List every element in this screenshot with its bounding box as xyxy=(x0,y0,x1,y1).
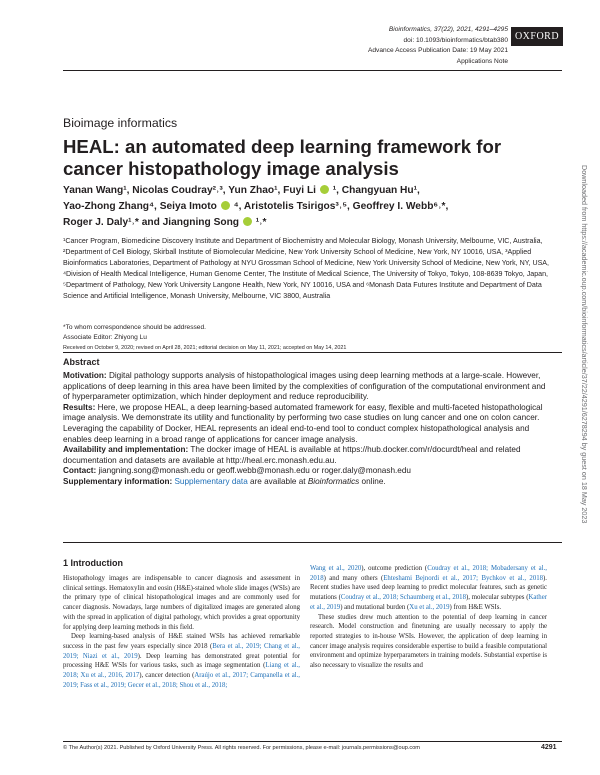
citation-link[interactable]: Coudray et al., 2018; Schaumberg et al., 2018 xyxy=(340,594,466,602)
intro-right-column xyxy=(310,564,547,671)
orcid-icon[interactable] xyxy=(320,185,329,194)
abstract-heading: Abstract xyxy=(63,357,100,367)
citation-link[interactable]: Araújo et al., 2017; Campanella et al., 2019; Fass et al., 2019; Gecer et al., 2018; Shou et al., 2018; xyxy=(63,672,301,689)
citation-link[interactable]: Bera et al., 2019; Chang et al., 2019; Niazi et al., 2019 xyxy=(63,642,300,660)
oxford-logo: OXFORD xyxy=(511,27,563,46)
header-rule xyxy=(63,70,562,71)
journal-citation: Bioinformatics, 37(22), 2021, 4291–4295 xyxy=(388,26,508,33)
footer-rule xyxy=(63,741,562,742)
affiliations: ¹Cancer Program, Biomedicine Discovery Institute and Department of Biochemistry and Molecular Biology, Monash University, Melbourne, VIC, Australia, ²Department of Cell Biology, Skirball Institute of Biomolecular Medicine, New York University School of Medicine, New York, NY 10016, USA, ³Applied Bioinformatics Laboratories, Department of Pathology at NYU Grossman School of Medicine, New York University School of Medicine, New York, NY, USA, ⁴Division of Health Medical Intelligence, Human Genome Center, The Institute of Medical Science, The University of Tokyo, Tokyo, 108-8639 Tokyo, Japan, ⁵Department of Pathology, New York University Langone Health, New York, NY 10016, USA and ⁶Monash Data Futures Institute and Department of Data Science and Artificial Intelligence, Monash University, Melbourne, VIC 3800, Australia xyxy=(63,237,550,300)
authors-line1b: ¹, Changyuan Hu¹, xyxy=(332,185,420,196)
intro-paragraph: Deep learning-based analysis of H&E stained WSIs has achieved remarkable success in the past few years especially since 2018 (Bera et al., 2019; Chang et al., 2019; Niazi et al., 2019). Deep learning has demonstrated great potential for processing H&E WSIs for various tasks, such as image segmentation (Liang et al., 2018; Xu et al., 2016, 2017), cancer detection (Araújo et al., 2017; Campanella et al., 2019; Fass et al., 2019; Gecer et al., 2018; Shou et al., 2018; xyxy=(63,633,301,689)
abstract-motivation: Motivation: Digital pathology supports analysis of histopathological images using deep learning methods at a large-scale. However, applications of deep learning in this area have been limited by the complexities of configuration of the computational environment and of hyperparameter optimization, which hinder deployment and reduce reproducibility. xyxy=(63,371,546,402)
abstract-supplementary: Supplementary information: Supplementary data are available at Bioinformatics online. xyxy=(63,476,386,486)
intro-left-column xyxy=(63,574,300,690)
citation-link[interactable]: Coudray et al., 2018; Mobadersany et al., 2018 xyxy=(310,565,547,582)
abstract-body xyxy=(63,371,550,488)
authors-line3a: Roger J. Daly¹˒* and Jiangning Song xyxy=(63,217,240,228)
intro-paragraph: Histopathology images are indispensable to cancer diagnosis and assessment in clinical settings. Hematoxylin and eosin (H&E)-stained whole slide images (WSIs) are the primary type of clinical histopathological images and are commonly used for cancer diagnosis. Nowadays, large numbers of digitalized images are generated along with the spread in application of digital pathology, which provides a great opportunity for applying deep learning methods in this field. xyxy=(63,575,300,631)
correspondence-note: *To whom correspondence should be addressed. xyxy=(63,324,206,331)
supplementary-link[interactable]: Supplementary data xyxy=(174,476,248,486)
citation-link[interactable]: Wang et al., 2020 xyxy=(310,565,362,572)
orcid-icon[interactable] xyxy=(221,201,230,210)
authors-line2a: Yao-Zhong Zhang⁴, Seiya Imoto xyxy=(63,201,217,212)
abstract-rule xyxy=(63,542,562,543)
intro-paragraph: These studies drew much attention to the potential of deep learning in cancer research. Model construction and finetuning are usually necessary to apply the reported strategies to in-house WSIs. However, the application of deep learning in cancer image analysis requires considerable expertise to build a feasible computational environment and optimize hyperparameters in training models. Substantial expertise is also necessary to visualize the results and xyxy=(310,613,547,670)
citation-link[interactable]: Xu et al., 2019 xyxy=(409,603,450,611)
received-dates: Received on October 9, 2020; revised on April 28, 2021; editorial decision on May 11, 2021; accepted on May 14, 2021 xyxy=(63,345,347,351)
section-label: Bioimage informatics xyxy=(63,116,178,130)
intro-paragraph: Wang et al., 2020), outcome prediction (Coudray et al., 2018; Mobadersany et al., 2018) and many others (Ehteshami Bejnordi et al., 2017; Bychkov et al., 2018). Recent studies have used deep learning to predict molecular features, such as genetic mutations (Coudray et al., 2018; Schaumberg et al., 2018), molecular subtypes (Kather et al., 2019) and mutational burden (Xu et al., 2019) from H&E WSIs. xyxy=(310,565,547,611)
copyright-footer: © The Author(s) 2021. Published by Oxford University Press. All rights reserved. For permissions, please e-mail: journals.permissions@oup.com xyxy=(63,745,420,751)
citation-link[interactable]: Liang et al., 2018; Xu et al., 2016, 2017 xyxy=(63,662,300,680)
author-list xyxy=(63,183,543,231)
doi[interactable]: doi: 10.1093/bioinformatics/btab380 xyxy=(403,36,508,44)
article-title: HEAL: an automated deep learning framework for cancer histopathology image analysis xyxy=(63,136,502,179)
advance-access-date: Advance Access Publication Date: 19 May 2021 xyxy=(367,47,508,54)
associate-editor: Associate Editor: Zhiyong Lu xyxy=(63,334,147,341)
intro-heading: 1 Introduction xyxy=(63,558,123,568)
citation-link[interactable]: Ehteshami Bejnordi et al., 2017; Bychkov et al., 2018 xyxy=(383,574,544,582)
authors-line2b: ⁴, Aristotelis Tsirigos³˒⁵, Geoffrey I. Webb⁶˒*, xyxy=(233,201,449,212)
abstract-availability: Availability and implementation: The docker image of HEAL is available at https://hub.docker.com/r/docurdt/heal and related documentation and datasets are available at http://heal.erc.monash.edu.au. xyxy=(63,445,521,465)
article-type: Applications Note xyxy=(456,57,508,65)
orcid-icon[interactable] xyxy=(243,217,252,226)
download-watermark-text: Downloaded from https://academic.oup.com/bioinformatics/article/37/22/4291/6278294 by guest on 18 May 2023 xyxy=(580,165,589,524)
meta-rule xyxy=(63,352,562,353)
authors-line1a: Yanan Wang¹, Nicolas Coudray²˒³, Yun Zhao¹, Fuyi Li xyxy=(63,185,317,196)
citation-link[interactable]: Kather et al., 2019 xyxy=(310,594,547,611)
abstract-results: Results: Here, we propose HEAL, a deep learning-based automated framework for easy, flexible and multi-faceted histopathological image analysis. We demonstrate its utility and functionality by performing two case studies on lung cancer and one on colon cancer. Leveraging the capability of Docker, HEAL represents an ideal end-to-end tool to conduct complex histopathological analysis and enables deep learning in a broad range of applications for cancer image analysis. xyxy=(63,402,543,444)
page-number: 4291 xyxy=(541,744,557,751)
download-watermark xyxy=(580,165,590,685)
abstract-contact: Contact: jiangning.song@monash.edu or geoff.webb@monash.edu or roger.daly@monash.edu xyxy=(63,466,411,476)
authors-line3b: ¹˒* xyxy=(255,217,267,228)
